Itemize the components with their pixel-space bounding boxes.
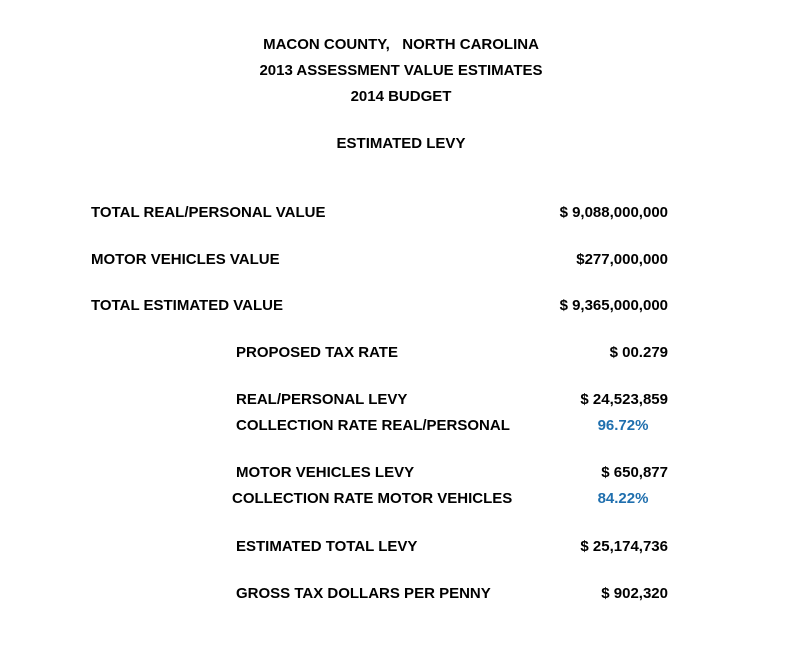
row-label: PROPOSED TAX RATE <box>236 344 398 361</box>
subtitle-estimated-levy: ESTIMATED LEVY <box>336 135 466 152</box>
row-value: $ 25,174,736 <box>580 538 668 555</box>
row-label: TOTAL REAL/PERSONAL VALUE <box>91 204 326 221</box>
row-value: $ 9,365,000,000 <box>559 297 668 314</box>
collection-rate-percent: 96.72% <box>597 417 649 434</box>
row-label: COLLECTION RATE MOTOR VEHICLES <box>232 490 513 507</box>
row-label: MOTOR VEHICLES LEVY <box>236 464 415 481</box>
header-budget: 2014 BUDGET <box>350 88 452 105</box>
row-value: $ 24,523,859 <box>580 391 668 408</box>
row-label: MOTOR VEHICLES VALUE <box>91 251 280 268</box>
header-county: MACON COUNTY, NORTH CAROLINA <box>263 36 539 53</box>
row-value: $ 9,088,000,000 <box>559 204 668 221</box>
row-label: GROSS TAX DOLLARS PER PENNY <box>236 585 491 602</box>
row-value: $ 650,877 <box>601 464 668 481</box>
row-label: COLLECTION RATE REAL/PERSONAL <box>236 417 510 434</box>
row-label: TOTAL ESTIMATED VALUE <box>91 297 283 314</box>
row-value: $277,000,000 <box>576 251 668 268</box>
row-label: ESTIMATED TOTAL LEVY <box>236 538 418 555</box>
row-value: $ 00.279 <box>609 344 668 361</box>
collection-rate-percent: 84.22% <box>597 490 649 507</box>
row-value: $ 902,320 <box>601 585 668 602</box>
row-label: REAL/PERSONAL LEVY <box>236 391 408 408</box>
header-assessment: 2013 ASSESSMENT VALUE ESTIMATES <box>259 62 543 79</box>
